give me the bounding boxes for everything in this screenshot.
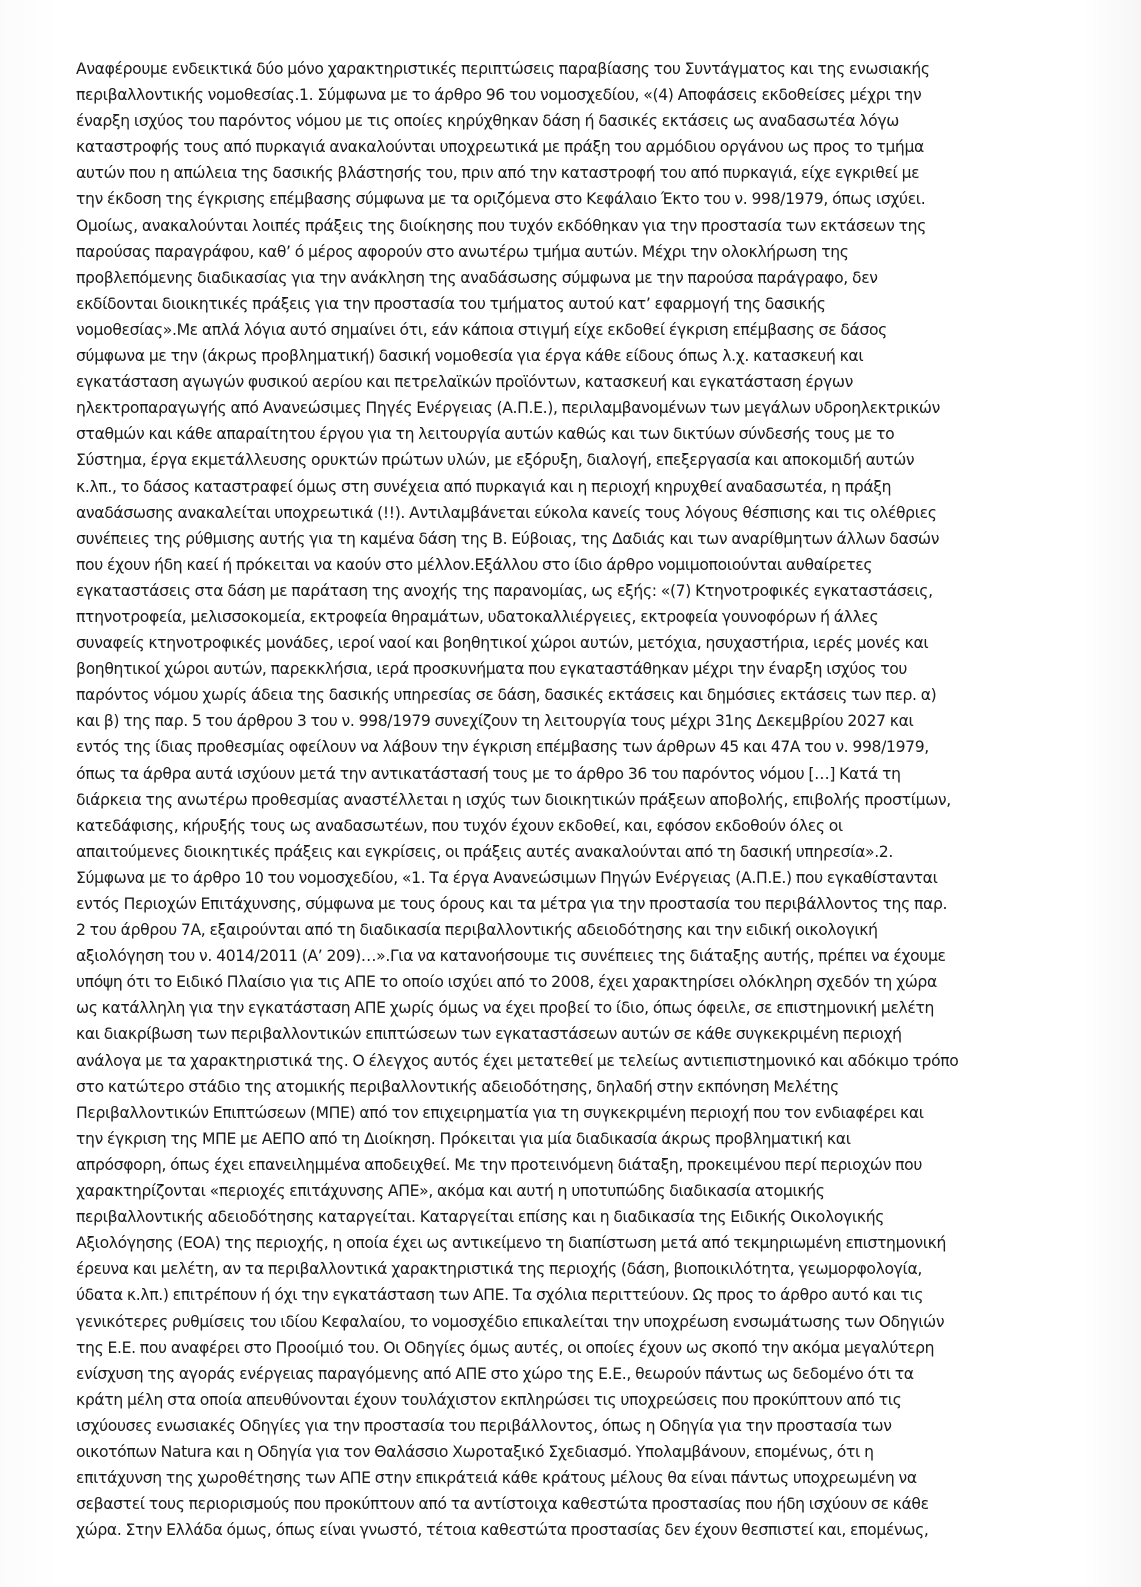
text-line: συνέπειες της ρύθμισης αυτής για τη καμένα δάση της Β. Εύβοιας, της Δαδιάς και των αναρίθμητων άλλων δασών (76, 529, 940, 548)
text-line: συναφείς κτηνοτροφικές μονάδες, ιεροί ναοί και βοηθητικοί χώροι αυτών, μετόχια, ησυχαστήρια, ιερές μονές και (76, 634, 929, 653)
text-line: παρούσας παραγράφου, καθ’ ό μέρος αφορούν στο ανωτέρω τμήμα αυτών. Μέχρι την ολοκλήρωση της (76, 242, 849, 261)
text-line: την έγκριση της ΜΠΕ με ΑΕΠΟ από τη Διοίκηση. Πρόκειται για μία διαδικασία άκρως προβληματική και (76, 1129, 851, 1148)
text-line: Αναφέρουμε ενδεικτικά δύο μόνο χαρακτηριστικές περιπτώσεις παραβίασης του Συντάγματος και της ενωσιακής (76, 60, 930, 78)
text-line: διάρκεια της ανωτέρω προθεσμίας αναστέλλεται η ισχύς των διοικητικών πράξεων αποβολής, επιβολής προστίμων, (76, 790, 951, 809)
text-line: σεβαστεί τους περιορισμούς που προκύπτουν από τα αντίστοιχα καθεστώτα προστασίας που ήδη ισχύουν σε κάθε (76, 1495, 929, 1514)
text-line: εγκαταστάσεις στα δάση με παράταση της ανοχής της παρανομίας, ως εξής: «(7) Κτηνοτροφικές εγκαταστάσεις, (76, 581, 933, 600)
text-line: ως κατάλληλη για την εγκατάσταση ΑΠΕ χωρίς όμως να έχει προβεί το ίδιο, όπως όφειλε, σε επιστημονική μελέτη (76, 999, 935, 1018)
text-line: κ.λπ., το δάσος καταστραφεί όμως στη συνέχεια από πυρκαγιά και η περιοχή κηρυχθεί αναδασωτέα, η πράξη (76, 477, 892, 496)
text-line: υπόψη ότι το Ειδικό Πλαίσιο για τις ΑΠΕ το οποίο ισχύει από το 2008, έχει χαρακτηρίσει ολόκληρη σχεδόν τη χώρα (76, 973, 937, 992)
text-line: εγκατάσταση αγωγών φυσικού αερίου και πετρελαϊκών προϊόντων, κατασκευή και εγκατάσταση έργων (76, 373, 853, 392)
text-line: της Ε.Ε. που αναφέρει στο Προοίμιό του. Οι Οδηγίες όμως αυτές, οι οποίες έχουν ως σκοπό την ακόμα μεγαλύτερη (76, 1338, 935, 1357)
text-line: πτηνοτροφεία, μελισσοκομεία, εκτροφεία θηραμάτων, υδατοκαλλιέργειες, εκτροφεία γουνοφόρων ή άλλες (76, 607, 879, 626)
text-line: ηλεκτροπαραγωγής από Ανανεώσιμες Πηγές Ενέργειας (Α.Π.Ε.), περιλαμβανομένων των μεγάλων υδροηλεκτρικών (76, 399, 941, 418)
text-line: αναδάσωσης ανακαλείται υποχρεωτικά (!!). Αντιλαμβάνεται εύκολα κανείς τους λόγους θέσπισης και τις ολέθριες (76, 503, 937, 522)
text-line: οικοτόπων Natura και η Οδηγία για τον Θαλάσσιο Χωροταξικό Σχεδιασμό. Υπολαμβάνουν, επομένως, ότι η (76, 1442, 874, 1461)
text-line: γενικότερες ρυθμίσεις του ιδίου Κεφαλαίου, το νομοσχέδιο επικαλείται την υποχρέωση ενσωμάτωσης των Οδηγιών (76, 1312, 945, 1331)
text-line: Σύμφωνα με το άρθρο 10 του νομοσχεδίου, «1. Τα έργα Ανανεώσιμων Πηγών Ενέργειας (Α.Π.Ε.) που εγκαθίστανται (76, 868, 938, 887)
text-line: ύδατα κ.λπ.) επιτρέπουν ή όχι την εγκατάσταση των ΑΠΕ. Τα σχόλια περιττεύουν. Ως προς το άρθρο αυτό και τις (76, 1286, 924, 1305)
text-line: χώρα. Στην Ελλάδα όμως, όπως είναι γνωστό, τέτοια καθεστώτα προστασίας δεν έχουν θεσπιστεί και, επομένως, (76, 1521, 929, 1540)
text-line: σύμφωνα με την (άκρως προβληματική) δασική νομοθεσία για έργα κάθε είδους όπως λ.χ. κατασκευή και (76, 347, 864, 366)
text-line: περιβαλλοντικής νομοθεσίας.1. Σύμφωνα με το άρθρο 96 του νομοσχεδίου, «(4) Αποφάσεις εκδοθείσες μέχρι την (76, 86, 922, 105)
text-line: έναρξη ισχύος του παρόντος νόμου με τις οποίες κηρύχθηκαν δάση ή δασικές εκτάσεις ως αναδασωτέα λόγω (76, 112, 899, 131)
text-line: και διακρίβωση των περιβαλλοντικών επιπτώσεων των εγκαταστάσεων αυτών σε κάθε συγκεκριμένη περιοχή (76, 1025, 902, 1044)
text-line: Ομοίως, ανακαλούνται λοιπές πράξεις της διοίκησης που τυχόν εκδόθηκαν για την προστασία των εκτάσεων της (76, 216, 926, 235)
text-line: σταθμών και κάθε απαραίτητου έργου για τη λειτουργία αυτών καθώς και των δικτύων σύνδεσής τους με το (76, 425, 895, 444)
text-line: Σύστημα, έργα εκμετάλλευσης ορυκτών πρώτων υλών, με εξόρυξη, διαλογή, επεξεργασία και αποκομιδή αυτών (76, 451, 915, 470)
text-line: εντός Περιοχών Επιτάχυνσης, σύμφωνα με τους όρους και τα μέτρα για την προστασία του περιβάλλοντος της παρ. (76, 895, 948, 913)
text-line: απρόσφορη, όπως έχει επανειλημμένα αποδειχθεί. Με την προτεινόμενη διάταξη, προκειμένου περί περιοχών που (76, 1155, 922, 1174)
text-line: που έχουν ήδη καεί ή πρόκειται να καούν στο μέλλον.Εξάλλου στο ίδιο άρθρο νομιμοποιούνται αυθαίρετες (76, 555, 873, 574)
text-line: ισχύουσες ενωσιακές Οδηγίες για την προστασία του περιβάλλοντος, όπως η Οδηγία για την προστασία των (76, 1416, 892, 1435)
text-line: όπως τα άρθρα αυτά ισχύουν μετά την αντικατάστασή τους με το άρθρο 36 του παρόντος νόμου […] Κατά τη (76, 764, 901, 783)
text-line: καταστροφής τους από πυρκαγιά ανακαλούνται υποχρεωτικά με πράξη του αρμόδιου οργάνου ως προς το τμήμα (76, 138, 924, 157)
text-line: και β) της παρ. 5 του άρθρου 3 του ν. 998/1979 συνεχίζουν τη λειτουργία τους μέχρι 31ης Δεκεμβρίου 2027 και (76, 712, 914, 731)
text-line: ανάλογα με τα χαρακτηριστικά της. Ο έλεγχος αυτός έχει μετατεθεί με τελείως αντιεπιστημονικό και αδόκιμο τρόπο (76, 1051, 959, 1070)
text-line: την έκδοση της έγκρισης επέμβασης σύμφωνα με τα οριζόμενα στο Κεφάλαιο Έκτο του ν. 998/1979, όπως ισχύει. (76, 190, 926, 209)
text-line: κράτη μέλη στα οποία απευθύνονται έχουν τουλάχιστον εκπληρώσει τις υποχρεώσεις που προκύπτουν από τις (76, 1390, 902, 1409)
text-line: έρευνα και μελέτη, αν τα περιβαλλοντικά χαρακτηριστικά της περιοχής (δάση, βιοποικιλότητα, γεωμορφολογία, (76, 1260, 923, 1279)
text-line: ενίσχυση της αγοράς ενέργειας παραγόμενης από ΑΠΕ στο χώρο της Ε.Ε., θεωρούν πάντως ως δεδομένο ότι τα (76, 1364, 914, 1383)
text-line: Περιβαλλοντικών Επιπτώσεων (ΜΠΕ) από τον επιχειρηματία για τη συγκεκριμένη περιοχή που τον ενδιαφέρει και (76, 1103, 924, 1122)
text-line: αυτών που η απώλεια της δασικής βλάστησής του, πριν από την καταστροφή του από πυρκαγιά, είχε εγκριθεί με (76, 164, 920, 183)
text-line: απαιτούμενες διοικητικές πράξεις και εγκρίσεις, οι πράξεις αυτές ανακαλούνται από τη δασική υπηρεσία».2. (76, 842, 893, 861)
text-line: παρόντος νόμου χωρίς άδεια της δασικής υπηρεσίας σε δάση, δασικές εκτάσεις και δημόσιες εκτάσεις των περ. α) (76, 686, 937, 705)
text-line: χαρακτηρίζονται «περιοχές επιτάχυνσης ΑΠΕ», ακόμα και αυτή η υποτυπώδης διαδικασία ατομικής (76, 1182, 825, 1201)
text-line: εκδίδονται διοικητικές πράξεις για την προστασία του τμήματος αυτού κατ’ εφαρμογή της δασικής (76, 294, 826, 313)
text-line: περιβαλλοντικής αδειοδότησης καταργείται. Καταργείται επίσης και η διαδικασία της Ειδικής Οικολογικής (76, 1208, 885, 1227)
text-line: βοηθητικοί χώροι αυτών, παρεκκλήσια, ιερά προσκυνήματα που εγκαταστάθηκαν μέχρι την έναρξη ισχύος του (76, 660, 908, 679)
text-line: στο κατώτερο στάδιο της ατομικής περιβαλλοντικής αδειοδότησης, δηλαδή στην εκπόνηση Μελέτης (76, 1077, 839, 1096)
text-line: νομοθεσίας».Με απλά λόγια αυτό σημαίνει ότι, εάν κάποια στιγμή είχε εκδοθεί έγκριση επέμβασης σε δάσος (76, 320, 887, 339)
text-line: Αξιολόγησης (ΕΟΑ) της περιοχής, η οποία έχει ως αντικείμενο τη διαπίστωση μετά από τεκμηριωμένη επιστημονική (76, 1234, 947, 1253)
text-line: εντός της ίδιας προθεσμίας οφείλουν να λάβουν την έγκριση επέμβασης των άρθρων 45 και 47Α του ν. 998/1979, (76, 738, 929, 757)
text-line: 2 του άρθρου 7Α, εξαιρούνται από τη διαδικασία περιβαλλοντικής αδειοδότησης και την ειδική οικολογική (76, 921, 878, 940)
text-line: κατεδάφισης, κήρυξής τους ως αναδασωτέων, που τυχόν έχουν εκδοθεί, και, εφόσον εκδοθούν όλες οι (76, 816, 843, 835)
text-line: επιτάχυνση της χωροθέτησης των ΑΠΕ στην επικράτειά κάθε κράτους μέλους θα είναι πάντως υποχρεωμένη να (76, 1469, 917, 1488)
text-line: προβλεπόμενης διαδικασίας για την ανάκληση της αναδάσωσης σύμφωνα με την παρούσα παράγραφο, δεν (76, 268, 878, 287)
text-line: αξιολόγηση του ν. 4014/2011 (Α’ 209)…».Για να κατανοήσουμε τις συνέπειες της διάταξης αυτής, πρέπει να έχουμε (76, 947, 946, 966)
document-body-text (76, 56, 1116, 1543)
